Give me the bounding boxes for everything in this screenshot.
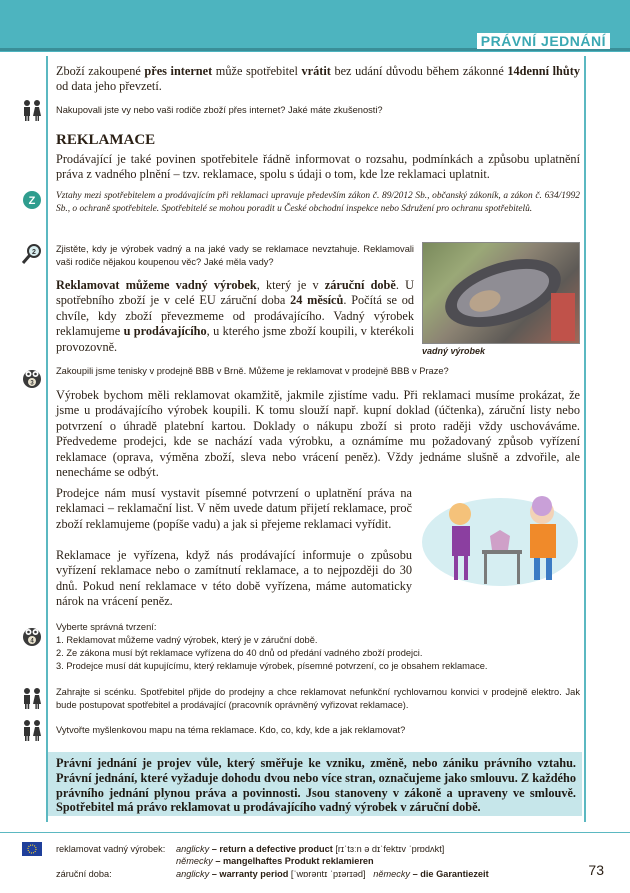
- glossary-row-1: [176, 843, 444, 855]
- lang-label: německy: [176, 856, 213, 866]
- q4-statement: 2. Ze zákona musí být reklamace vyřízena do 40 dnů od předání vadného zboží prodejci.: [56, 648, 423, 658]
- svg-text:Z: Z: [28, 195, 36, 207]
- intro-text: bez udání důvodu během zákonné: [330, 64, 508, 78]
- intro-paragraph: [56, 64, 580, 95]
- intro-text: může spotřebitel: [212, 64, 302, 78]
- lang-label: anglicky: [176, 844, 210, 854]
- page-header-title: PRÁVNÍ JEDNÁNÍ: [477, 33, 610, 49]
- page-number: 73: [588, 862, 604, 878]
- intro-text: Zboží zakoupené: [56, 64, 145, 78]
- german-term: – die Garantiezeit: [412, 869, 489, 879]
- english-term: – return a defective product: [211, 844, 333, 854]
- question-5: Zahrajte si scénku. Spotřebitel přijde do prodejny a chce reklamovat nefunkční rychlovarnou konvici v prodejně elektro. Jak bude postupovat spotřebitel a prodávající (pracovník oprávněný vyřizovat reklamace).: [56, 687, 580, 710]
- owl-icon: [20, 365, 44, 389]
- paragraph-5: Prodejce nám musí vystavit písemné potvrzení o uplatnění práva na reklamaci – reklamační list. V něm uvede datum přijetí reklamace, proč zboží reklamujeme (popíše vadu) a jak si přejeme reklamaci vyřídit.: [56, 486, 412, 531]
- question-3: Zakoupili jsme tenisky v prodejně BBB v Brně. Můžeme je reklamovat v prodejně BBB v Praze?: [56, 366, 449, 376]
- glossary-term-2: záruční doba:: [56, 869, 112, 879]
- question-1: Nakupovali jste vy nebo vaši rodiče zboží přes internet? Jaké máte zkušenosti?: [56, 105, 383, 115]
- question-6: Vytvořte myšlenkovou mapu na téma reklamace. Kdo, co, kdy, kde a jak reklamovat?: [56, 725, 406, 735]
- paragraph-6: Reklamace je vyřízena, když nás prodávající informuje o způsobu vyřízení reklamace nebo o zamítnutí reklamace, a to nejpozději do 30 dnů. Pokud není reklamace v této době vyřízena, máme automaticky nárok na vrácení peněz.: [56, 548, 412, 609]
- paragraph-2: Prodávající je také povinen spotřebitele řádně informovat o rozsahu, podmínkách a způsobu uplatnění práva z vadného plnění – tzv. reklamace, spolu s údaji o tom, kde lze reklamaci uplatnit.: [56, 152, 580, 182]
- summary-text: Právní jednání je projev vůle, který směřuje ke vzniku, změně, nebo zániku právního vztahu. Právní jednání, které vyžaduje dohodu dvou nebo více stran, označujeme jako smlouvu. Z každého právního jednání plynou práva a povinnosti. Jsou stanoveny v zákoně a upraveny ve smlouvě. Spotřebitel má právo reklamovat u prodávajícího vadný výrobek v záruční době.: [56, 756, 576, 815]
- question-4: [56, 621, 580, 673]
- law-note-icon: [22, 190, 42, 210]
- p3-bold: 24 měsíců: [290, 293, 344, 308]
- people-pair-icon: [20, 98, 44, 122]
- german-term: – mangelhaftes Produkt reklamieren: [215, 856, 374, 866]
- law-note: Vztahy mezi spotřebitelem a prodávajícím při reklamaci upravuje především zákon č. 89/2012 Sb., občanský zákoník, a zákon č. 634/1992 Sb., o ochraně spotřebitele. Spotřebitelé se mohou poradit u České obchodní inspekce nebo Sdružení pro ochranu spotřebitelů.: [56, 191, 580, 214]
- glossary-row-2: [176, 855, 374, 867]
- paragraph-3: [56, 278, 414, 355]
- intro-bold: vrátit: [301, 64, 331, 78]
- svg-text:2: 2: [32, 249, 36, 256]
- p3-text: , který je v: [256, 278, 325, 292]
- p3-bold: u prodávajícího: [123, 324, 207, 339]
- intro-bold: přes internet: [144, 64, 213, 78]
- svg-text:4: 4: [30, 638, 34, 645]
- shoe-sole-image: [423, 243, 579, 343]
- pronunciation: [rɪˈtɜːn ə dɪˈfektɪv ˈprɒdʌkt]: [332, 844, 445, 854]
- pronunciation: [ˈwɒrəntɪ ˈpɪərɪəd]: [288, 869, 366, 879]
- people-pair-icon-2: [20, 686, 44, 710]
- p3-bold: záruční době: [324, 278, 396, 292]
- magnifier-icon: [20, 242, 44, 266]
- section-heading: REKLAMACE: [56, 132, 156, 148]
- p3-text: , u kterého jsme zboží koupili, v kterékoli provozovně.: [56, 324, 414, 354]
- defective-shoe-photo: [422, 242, 580, 344]
- paragraph-4: Výrobek bychom měli reklamovat okamžitě, jakmile zjistíme vadu. Při reklamaci musíme prokázat, že jsme u prodávajícího výrobek koupili. K tomu slouží např. kupní doklad (účtenka), záruční listy nebo potvrzení o úhradě platební kartou. Doklady o nákupu zboží si proto raději vždy uschováváme. Předvedeme prodejci, kde se nachází vada výrobku, a oznámíme mu požadovaný způsob vyřízení reklamace (oprava, výměna zboží, sleva nebo vrácení peněz). Vždy jednáme slušně a zdvořile, ale nenecháme se odbýt.: [56, 388, 580, 480]
- right-margin-rule: [584, 56, 586, 822]
- q4-statement: 1. Reklamovat můžeme vadný výrobek, který je v záruční době.: [56, 635, 318, 645]
- intro-bold: 14denní lhůty: [507, 64, 580, 78]
- owl-icon-4: [20, 623, 44, 647]
- q4-statement: 3. Prodejce musí dát kupujícímu, který reklamuje výrobek, písemné potvrzení, co je obsahem reklamace.: [56, 661, 488, 671]
- footer-rule: [0, 832, 630, 833]
- people-pair-icon-3: [20, 718, 44, 742]
- q4-title: Vyberte správná tvrzení:: [56, 622, 157, 632]
- p3-bold: Reklamovat můžeme vadný výrobek: [56, 278, 257, 292]
- intro-text: od data jeho převzetí.: [56, 79, 162, 94]
- left-margin-rule: [46, 56, 48, 822]
- lang-label: německy: [373, 869, 411, 879]
- eu-flag-icon: [22, 842, 42, 856]
- lang-label: anglicky: [176, 869, 210, 879]
- p3-text: . Počítá se od chvíle, kdy zboží převezmeme od prodávajícího. Vadný výrobek reklamujeme: [56, 293, 414, 339]
- glossary-row-3: [176, 868, 489, 880]
- english-term: – warranty period: [211, 869, 289, 879]
- question-2: Zjistěte, kdy je výrobek vadný a na jaké vady se reklamace nevztahuje. Reklamovali vaši rodiče nějakou koupenou věc? Jaké měla vady?: [56, 244, 414, 267]
- glossary-term-1: reklamovat vadný výrobek:: [56, 844, 166, 854]
- svg-text:3: 3: [30, 380, 34, 387]
- shop-counter-illustration: [420, 484, 580, 588]
- p3-text: . U spotřebního zboží je v celé EU záruční doba: [56, 278, 414, 308]
- photo-caption: vadný výrobek: [422, 346, 486, 356]
